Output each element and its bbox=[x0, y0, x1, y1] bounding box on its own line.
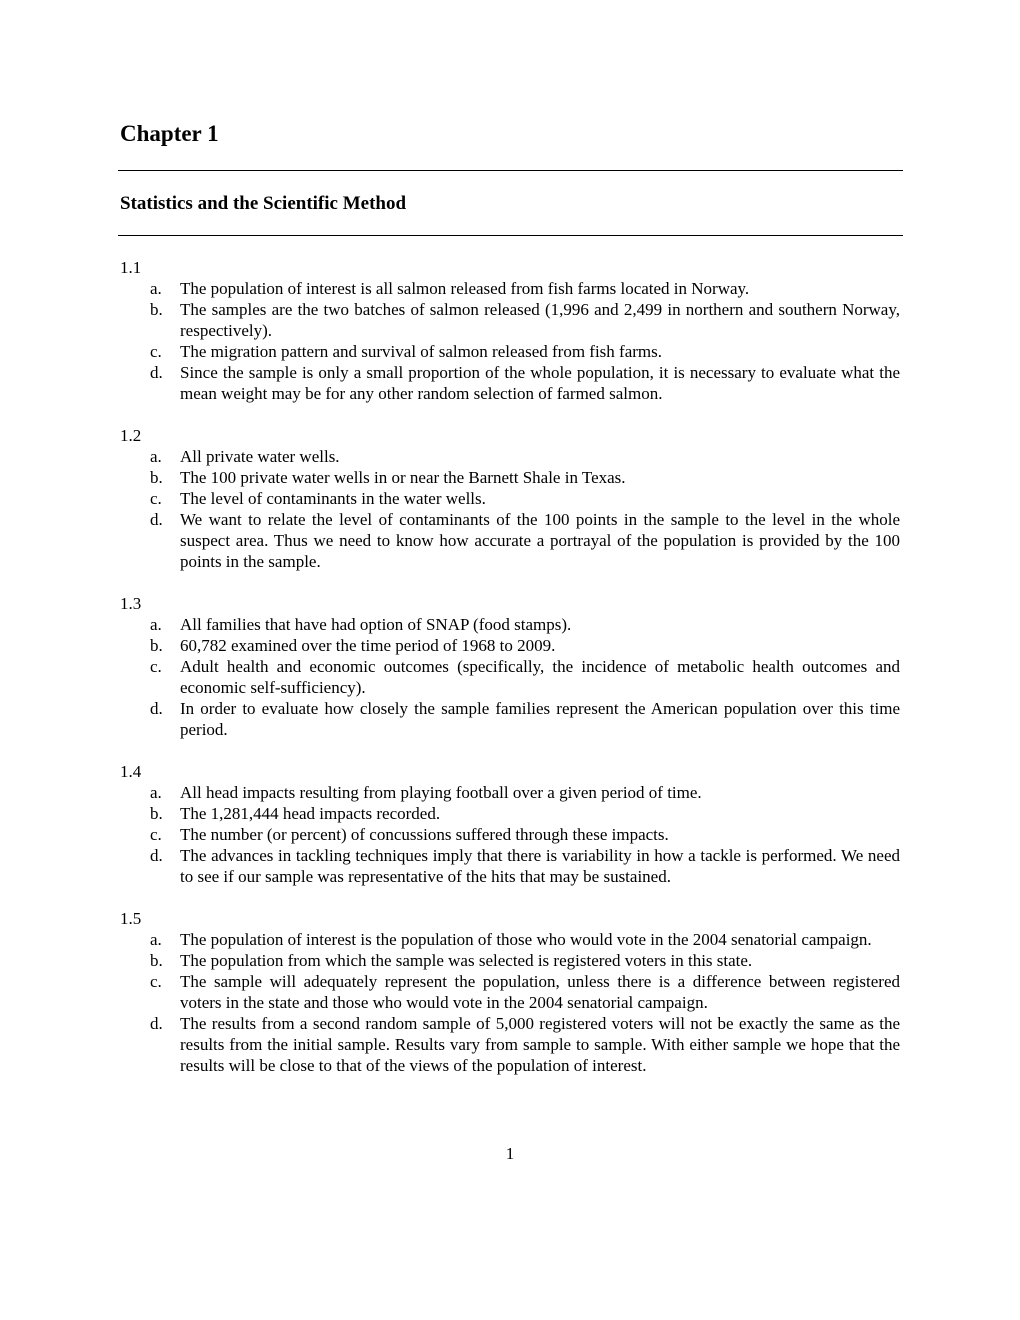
answer-letter: d. bbox=[150, 363, 163, 382]
answer-letter: a. bbox=[150, 447, 162, 466]
answer-text: The migration pattern and survival of salmon released from fish farms. bbox=[180, 342, 662, 361]
answer-text: The sample will adequately represent the population, unless there is a difference between registered voters in the state and those who would vote in the 2004 senatorial campaign. bbox=[180, 972, 900, 1012]
answer-letter: a. bbox=[150, 615, 162, 634]
answer-item bbox=[120, 299, 900, 341]
page-number: 1 bbox=[505, 1144, 515, 1163]
answer-letter: b. bbox=[150, 951, 163, 970]
answer-item bbox=[120, 803, 900, 824]
problem-1-2 bbox=[120, 425, 900, 572]
answer-item bbox=[120, 656, 900, 698]
problem-number: 1.3 bbox=[120, 594, 142, 613]
problem-1-3 bbox=[120, 593, 900, 740]
answer-item bbox=[120, 929, 900, 950]
answer-item bbox=[120, 509, 900, 572]
answer-text: All private water wells. bbox=[180, 447, 340, 466]
answer-text: Adult health and economic outcomes (specifically, the incidence of metabolic health outcomes and economic self-sufficiency). bbox=[180, 657, 900, 697]
problem-number: 1.1 bbox=[120, 258, 142, 277]
answer-text: All head impacts resulting from playing football over a given period of time. bbox=[180, 783, 702, 802]
answer-item bbox=[120, 950, 900, 971]
answer-letter: c. bbox=[150, 972, 162, 991]
problem-number: 1.4 bbox=[120, 762, 142, 781]
answer-text: The results from a second random sample of 5,000 registered voters will not be exactly the same as the results from the initial sample. Results vary from sample to sample. With either sample we hope that the results will be close to that of the views of the population of interest. bbox=[180, 1014, 900, 1075]
answer-text: All families that have had option of SNAP (food stamps). bbox=[180, 615, 572, 634]
answer-item bbox=[120, 845, 900, 887]
problem-list bbox=[120, 257, 900, 1097]
answer-letter: d. bbox=[150, 1014, 163, 1033]
answer-item bbox=[120, 971, 900, 1013]
answer-text: The population of interest is all salmon released from fish farms located in Norway. bbox=[180, 279, 750, 298]
answer-letter: b. bbox=[150, 636, 163, 655]
answer-item bbox=[120, 614, 900, 635]
answer-letter: c. bbox=[150, 342, 162, 361]
answer-text: The level of contaminants in the water wells. bbox=[180, 489, 486, 508]
chapter-title: Chapter 1 bbox=[120, 121, 219, 146]
answer-item bbox=[120, 782, 900, 803]
answer-text: Since the sample is only a small proportion of the whole population, it is necessary to evaluate what the mean weight may be for any other random selection of farmed salmon. bbox=[180, 363, 900, 403]
answer-text: The population from which the sample was selected is registered voters in this state. bbox=[180, 951, 753, 970]
answer-item bbox=[120, 341, 900, 362]
problem-number: 1.5 bbox=[120, 909, 142, 928]
header-divider-bottom bbox=[118, 235, 903, 236]
answer-item bbox=[120, 362, 900, 404]
answer-text: 60,782 examined over the time period of 1968 to 2009. bbox=[180, 636, 556, 655]
answer-text: The samples are the two batches of salmon released (1,996 and 2,499 in northern and southern Norway, respectively). bbox=[180, 300, 900, 340]
answer-letter: d. bbox=[150, 846, 163, 865]
answer-item bbox=[120, 635, 900, 656]
answer-letter: d. bbox=[150, 510, 163, 529]
answer-letter: c. bbox=[150, 825, 162, 844]
answer-text: The population of interest is the population of those who would vote in the 2004 senatorial campaign. bbox=[180, 930, 872, 949]
problem-1-5 bbox=[120, 908, 900, 1076]
problem-1-4 bbox=[120, 761, 900, 887]
header-divider-top bbox=[118, 170, 903, 171]
answer-letter: a. bbox=[150, 783, 162, 802]
answer-text: The 1,281,444 head impacts recorded. bbox=[180, 804, 441, 823]
answer-letter: b. bbox=[150, 468, 163, 487]
answer-text: The 100 private water wells in or near the Barnett Shale in Texas. bbox=[180, 468, 626, 487]
answer-item bbox=[120, 824, 900, 845]
answer-item bbox=[120, 278, 900, 299]
problem-number: 1.2 bbox=[120, 426, 142, 445]
answer-text: In order to evaluate how closely the sample families represent the American population over this time period. bbox=[180, 699, 900, 739]
section-title: Statistics and the Scientific Method bbox=[120, 193, 407, 214]
answer-letter: b. bbox=[150, 804, 163, 823]
answer-letter: c. bbox=[150, 657, 162, 676]
answer-text: The number (or percent) of concussions suffered through these impacts. bbox=[180, 825, 669, 844]
problem-1-1 bbox=[120, 257, 900, 404]
answer-letter: a. bbox=[150, 930, 162, 949]
answer-item bbox=[120, 1013, 900, 1076]
answer-letter: a. bbox=[150, 279, 162, 298]
answer-letter: d. bbox=[150, 699, 163, 718]
answer-text: The advances in tackling techniques imply that there is variability in how a tackle is performed. We need to see if our sample was representative of the hits that may be sustained. bbox=[180, 846, 900, 886]
answer-item bbox=[120, 467, 900, 488]
answer-letter: c. bbox=[150, 489, 162, 508]
answer-item bbox=[120, 446, 900, 467]
answer-text: We want to relate the level of contaminants of the 100 points in the sample to the level in the whole suspect area. Thus we need to know how accurate a portrayal of the population is provided by the 100 points in the sample. bbox=[180, 510, 900, 571]
answer-item bbox=[120, 698, 900, 740]
answer-item bbox=[120, 488, 900, 509]
answer-letter: b. bbox=[150, 300, 163, 319]
